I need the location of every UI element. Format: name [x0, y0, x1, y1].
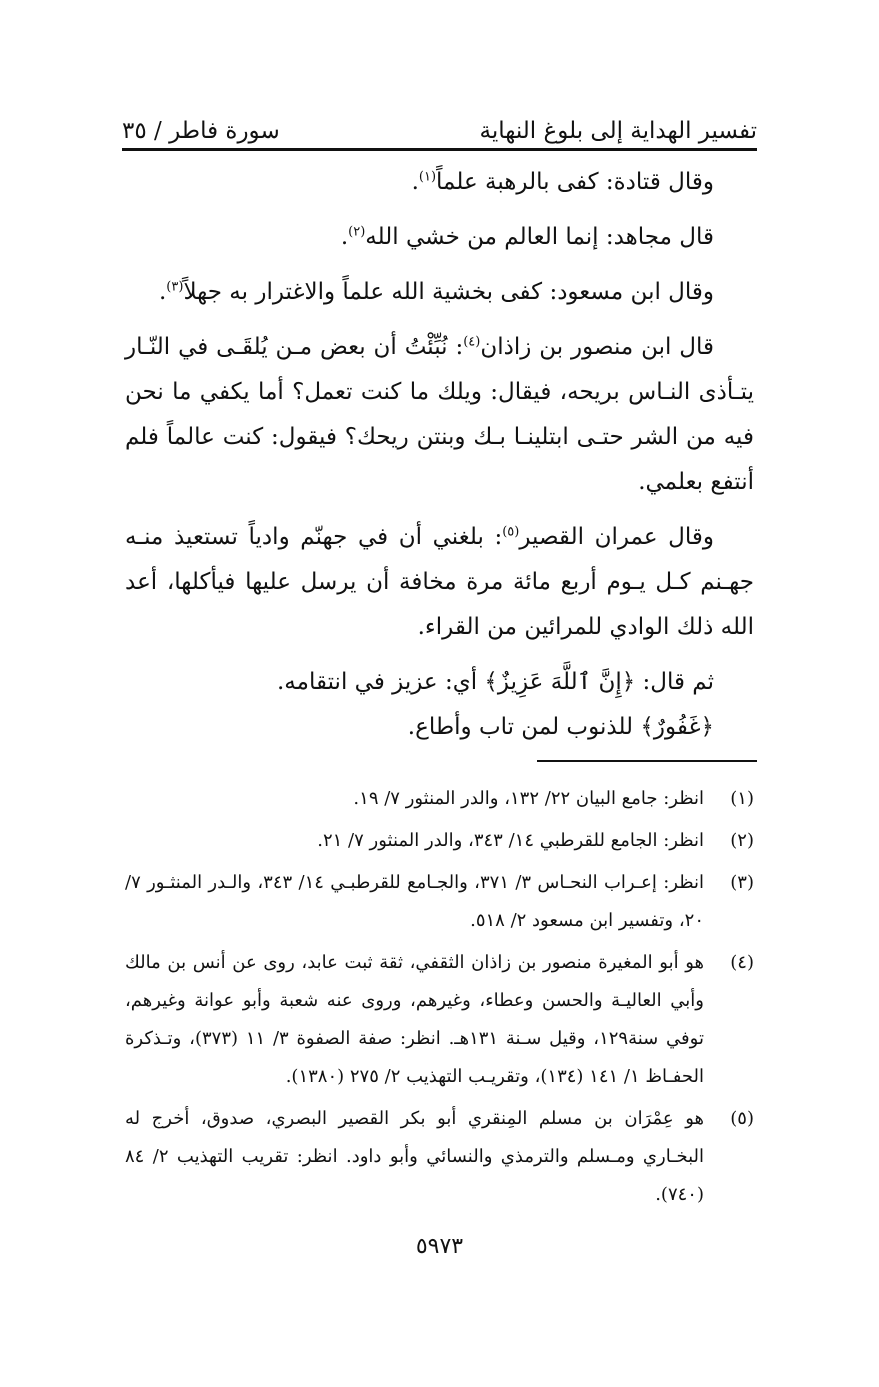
page-number: ٥٩٧٣ — [415, 1234, 464, 1259]
running-header — [122, 104, 757, 144]
footnote-text: انظر: إعـراب النحـاس ٣/ ٣٧١، والجـامع للقرطبـي ١٤/ ٣٤٣، والـدر المنثـور ٧/ ٢٠، وتفسير ابن مسعود ٢/ ٥١٨. — [125, 872, 704, 931]
footnote-text: هو أبو المغيرة منصور بن زاذان الثقفي، ثقة ثبت عابد، روى عن أنس بن مالك وأبي العاليـة والحسن وعطاء، وغيرهم، وروى عنه شعبة وأبو عوانة وغيرهم، توفي سنة١٢٩، وقيل سـنة ١٣١هـ. انظر: صفة الصفوة ٣/ ١١ (٣٧٣)، وتـذكرة الحفـاظ ١/ ١٤١ (١٣٤)، وتقريـب التهذيب ٢/ ٢٧٥ (١٣٨٠). — [125, 952, 704, 1087]
main-text — [125, 160, 754, 750]
paragraph-imran: وقال عمران القصير$^{(٥)}$: بلغني أن في جهنّم وادياً تستعيذ منـه جهـنم كـل يـوم أربع مائة مرة مخافة أن يرسل عليها فيأكلها، أعد الله ذلك الوادي للمرائين من القراء. — [125, 524, 754, 640]
footnote-3 — [125, 864, 754, 940]
footnote-5 — [125, 1100, 754, 1214]
footnote-ref: (٥) — [502, 524, 520, 540]
footnote-ref: (١) — [418, 169, 437, 185]
footnote-number: (٣) — [730, 872, 754, 893]
paragraph-ibn-mansur: قال ابن منصور بن زاذان$^{(٤)}$: نُبِّئْتُ أن بعض مـن يُلقَـى في النّـار يتـأذى النـاس بريحه، فيقال: ويلك ما كنت تعمل؟ أما يكفي ما نحن فيه من الشر حتـى ابتلينـا بـك وبنتن ريحك؟ فيقول: كنت عالماً فلم أنتفع بعلمي. — [125, 334, 754, 495]
verse-line-aziz: ثم قال: ﴿إِنَّ ٱللَّهَ عَزِيزٌ﴾ أي: عزيز في انتقامه. — [277, 669, 714, 695]
footnote-number: (٤) — [730, 952, 754, 973]
quran-quote: ﴿إِنَّ ٱللَّهَ عَزِيزٌ﴾ — [484, 669, 636, 695]
footnote-text: هو عِمْرَان بن مسلم المِنقري أبو بكر القصير البصري، صدوق، أخرج له البخـاري ومـسلم والترمذي والنسائي وأبو داود. انظر: تقريب التهذيب ٢/ ٨٤ (٧٤٠). — [125, 1108, 705, 1205]
footnote-ref: (٤) — [463, 334, 481, 350]
footnote-number: (٥) — [730, 1108, 754, 1129]
footnotes — [125, 780, 754, 1218]
footnote-number: (١) — [730, 788, 754, 809]
footnote-2 — [125, 822, 754, 860]
footnote-4 — [125, 944, 754, 1096]
paragraph-qatada: وقال قتادة: كفى بالرهبة علماً$^{(١)}$. — [411, 169, 714, 195]
paragraph-ibn-masud: وقال ابن مسعود: كفى بخشية الله علماً والاغترار به جهلاً$^{(٣)}$. — [158, 279, 714, 305]
footnote-ref: (٢) — [348, 224, 366, 240]
footnote-text: انظر: جامع البيان ٢٢/ ١٣٢، والدر المنثور ٧/ ١٩. — [353, 788, 704, 809]
paragraph-mujahid: قال مجاهد: إنما العالم من خشي الله$^{(٢)}$. — [340, 224, 714, 250]
footnote-ref: (٣) — [166, 279, 184, 295]
footnote-number: (٢) — [730, 830, 754, 851]
book-title: تفسير الهداية إلى بلوغ النهاية — [479, 118, 757, 144]
quran-quote: ﴿غَفُورٌ﴾ — [640, 714, 714, 740]
header-divider — [122, 148, 757, 151]
verse-line-ghafur: ﴿غَفُورٌ﴾ للذنوب لمن تاب وأطاع. — [407, 714, 714, 740]
surah-reference: سورة فاطر / ٣٥ — [122, 118, 280, 144]
footnote-divider — [537, 760, 757, 762]
footnote-1 — [125, 780, 754, 818]
footnote-text: انظر: الجامع للقرطبي ١٤/ ٣٤٣، والدر المنثور ٧/ ٢١. — [317, 830, 704, 851]
